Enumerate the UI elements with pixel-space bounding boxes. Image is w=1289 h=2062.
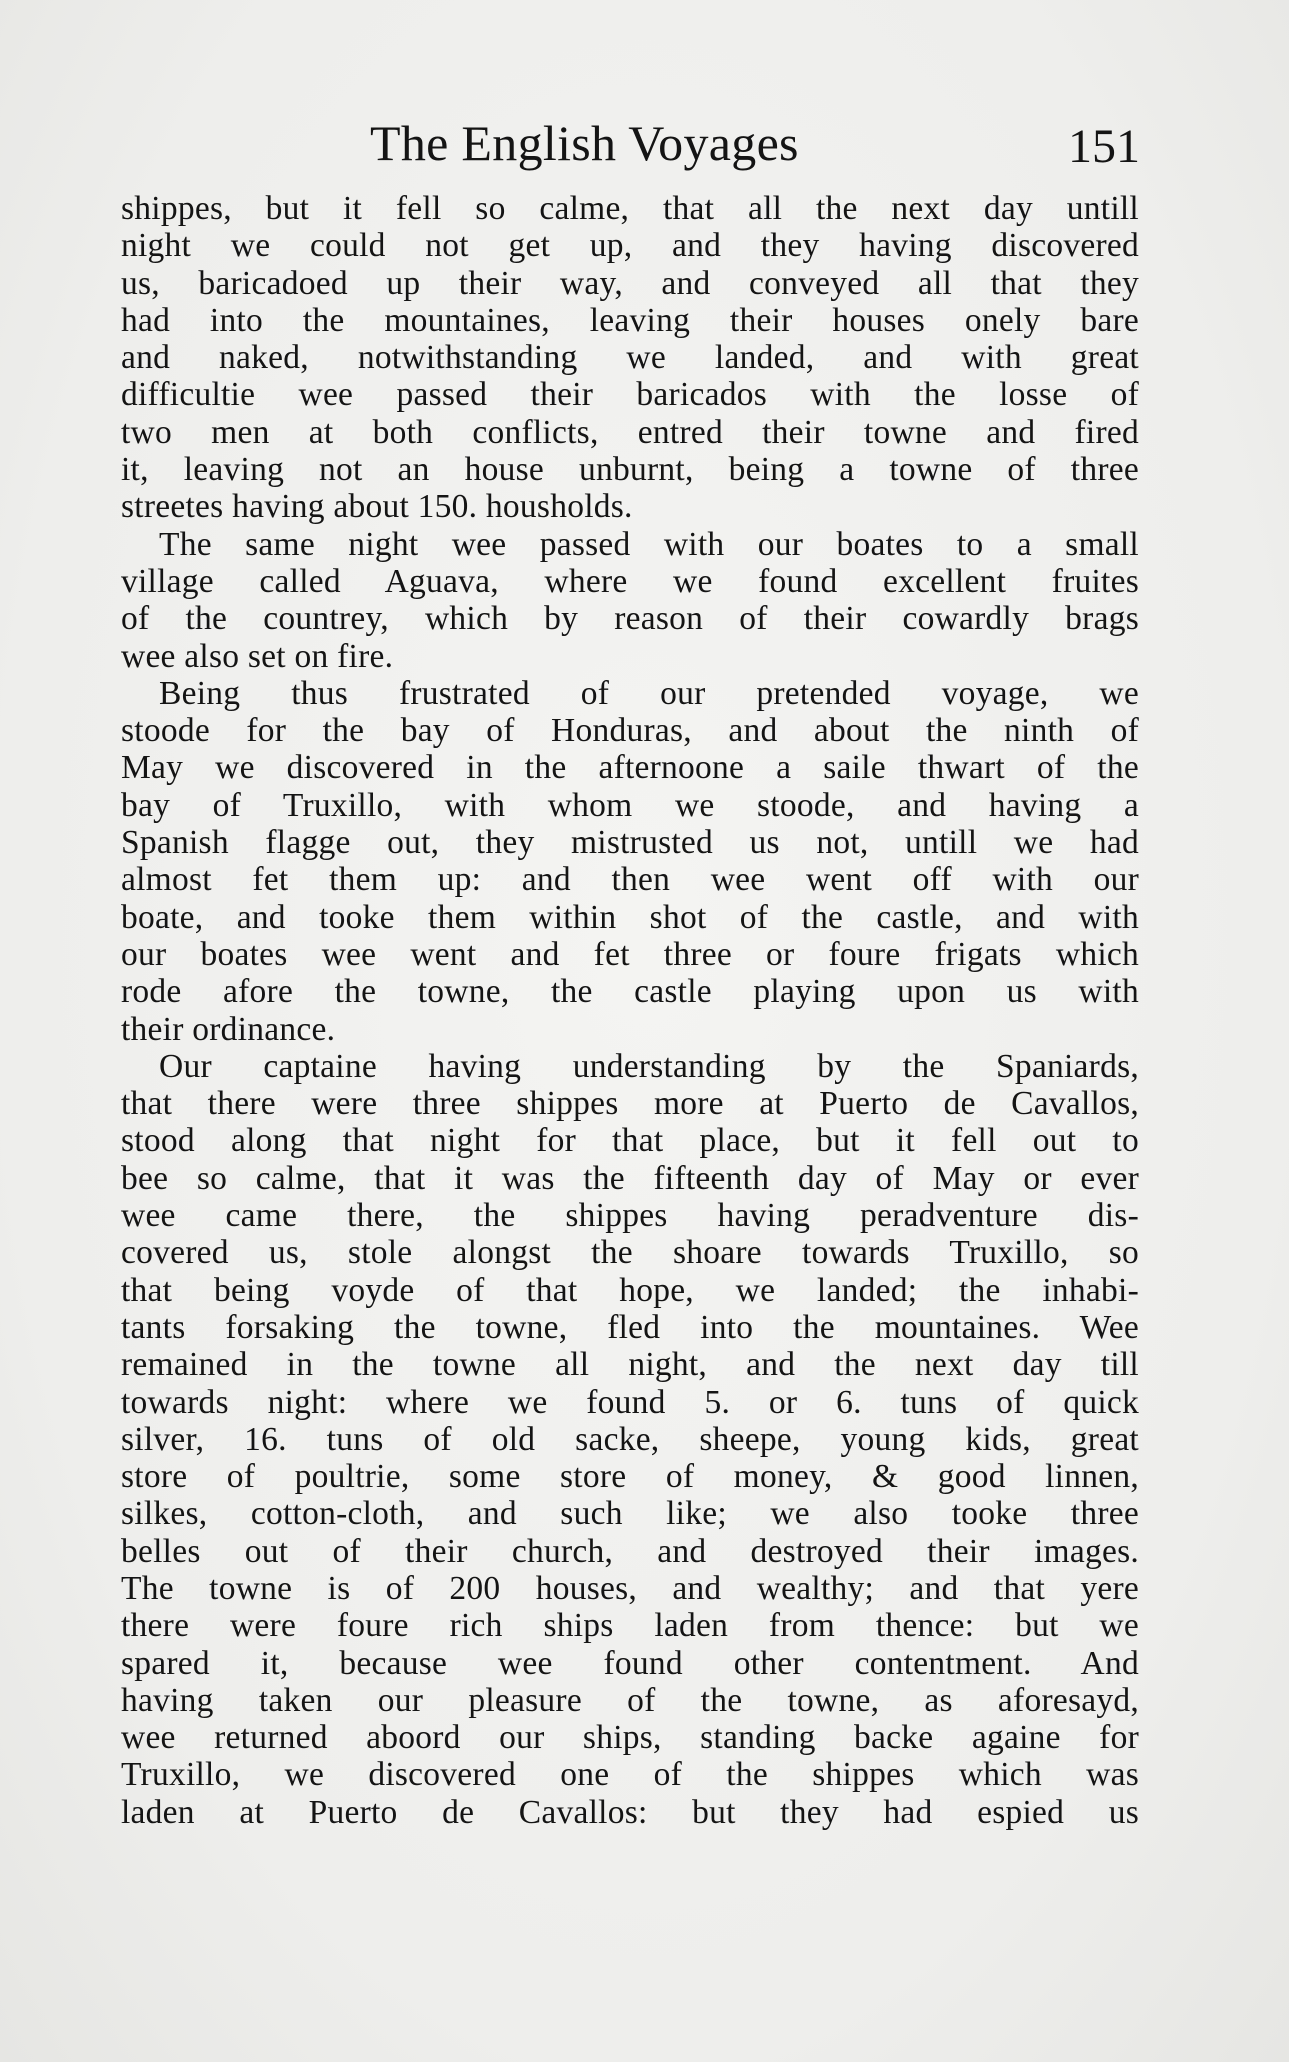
text-line: laden at Puerto de Cavallos: but they had espied us	[121, 1793, 1139, 1831]
text-line: there were foure rich ships laden from thence: but we	[121, 1607, 1139, 1645]
text-line: Spanish flagge out, they mistrusted us not, untill we had	[121, 824, 1139, 862]
text-line: our boates wee went and fet three or foure frigats which	[121, 935, 1139, 973]
text-line: May we discovered in the afternoone a saile thwart of the	[121, 749, 1139, 787]
text-line: rode afore the towne, the castle playing upon us with	[121, 973, 1139, 1011]
text-line: The same night wee passed with our boates to a small	[159, 525, 1139, 563]
body-text	[121, 190, 1139, 1831]
text-line: The towne is of 200 houses, and wealthy; and that yere	[121, 1569, 1139, 1607]
text-line: wee also set on fire.	[121, 637, 394, 675]
text-line: spared it, because wee found other contentment. And	[121, 1644, 1139, 1682]
text-line: having taken our pleasure of the towne, as aforesayd,	[121, 1681, 1139, 1719]
text-line: almost fet them up: and then wee went off with our	[121, 861, 1139, 899]
text-line: it, leaving not an house unburnt, being a towne of three	[121, 451, 1139, 489]
text-line: night we could not get up, and they having discovered	[121, 227, 1139, 265]
paragraph	[121, 675, 1139, 1048]
text-line: village called Aguava, where we found excellent fruites	[121, 562, 1139, 600]
paragraph	[121, 1048, 1139, 1831]
text-line: silkes, cotton-cloth, and such like; we also tooke three	[121, 1495, 1139, 1533]
text-line: shippes, but it fell so calme, that all the next day untill	[121, 190, 1139, 227]
text-line: of the countrey, which by reason of their cowardly brags	[121, 600, 1139, 638]
paragraph	[121, 526, 1139, 675]
text-line: silver, 16. tuns of old sacke, sheepe, young kids, great	[121, 1420, 1139, 1458]
page-number: 151	[1068, 120, 1140, 173]
text-line: tants forsaking the towne, fled into the mountaines. Wee	[121, 1308, 1139, 1346]
page-header	[120, 108, 1140, 178]
text-line: that there were three shippes more at Puerto de Cavallos,	[121, 1085, 1139, 1123]
running-title: The English Voyages	[370, 115, 799, 171]
text-line: Truxillo, we discovered one of the shippes which was	[121, 1756, 1139, 1794]
text-line: store of poultrie, some store of money, & good linnen,	[121, 1458, 1139, 1496]
text-line: wee came there, the shippes having peradventure dis-	[121, 1197, 1139, 1235]
text-line: towards night: where we found 5. or 6. tuns of quick	[121, 1383, 1139, 1421]
text-line: remained in the towne all night, and the next day till	[121, 1346, 1139, 1384]
text-line: that being voyde of that hope, we landed; the inhabi-	[121, 1271, 1139, 1309]
text-line: stood along that night for that place, but it fell out to	[121, 1122, 1139, 1160]
text-line: two men at both conflicts, entred their towne and fired	[121, 413, 1139, 451]
text-line: Our captaine having understanding by the Spaniards,	[159, 1047, 1139, 1085]
text-line: wee returned aboord our ships, standing backe againe for	[121, 1719, 1139, 1757]
text-line: streetes having about 150. housholds.	[121, 488, 633, 526]
text-line: us, baricadoed up their way, and conveyed all that they	[121, 264, 1139, 302]
text-line: bee so calme, that it was the fifteenth day of May or ever	[121, 1159, 1139, 1197]
paragraph	[121, 190, 1139, 526]
text-line: their ordinance.	[121, 1010, 336, 1048]
text-line: bay of Truxillo, with whom we stoode, and having a	[121, 786, 1139, 824]
text-line: belles out of their church, and destroyed their images.	[121, 1532, 1139, 1570]
text-line: boate, and tooke them within shot of the castle, and with	[121, 898, 1139, 936]
text-line: had into the mountaines, leaving their houses onely bare	[121, 301, 1139, 339]
text-line: Being thus frustrated of our pretended voyage, we	[159, 674, 1139, 712]
text-line: stoode for the bay of Honduras, and about the ninth of	[121, 712, 1139, 750]
text-line: and naked, notwithstanding we landed, and with great	[121, 339, 1139, 377]
text-line: covered us, stole alongst the shoare towards Truxillo, so	[121, 1234, 1139, 1272]
text-line: difficultie wee passed their baricados with the losse of	[121, 376, 1139, 414]
